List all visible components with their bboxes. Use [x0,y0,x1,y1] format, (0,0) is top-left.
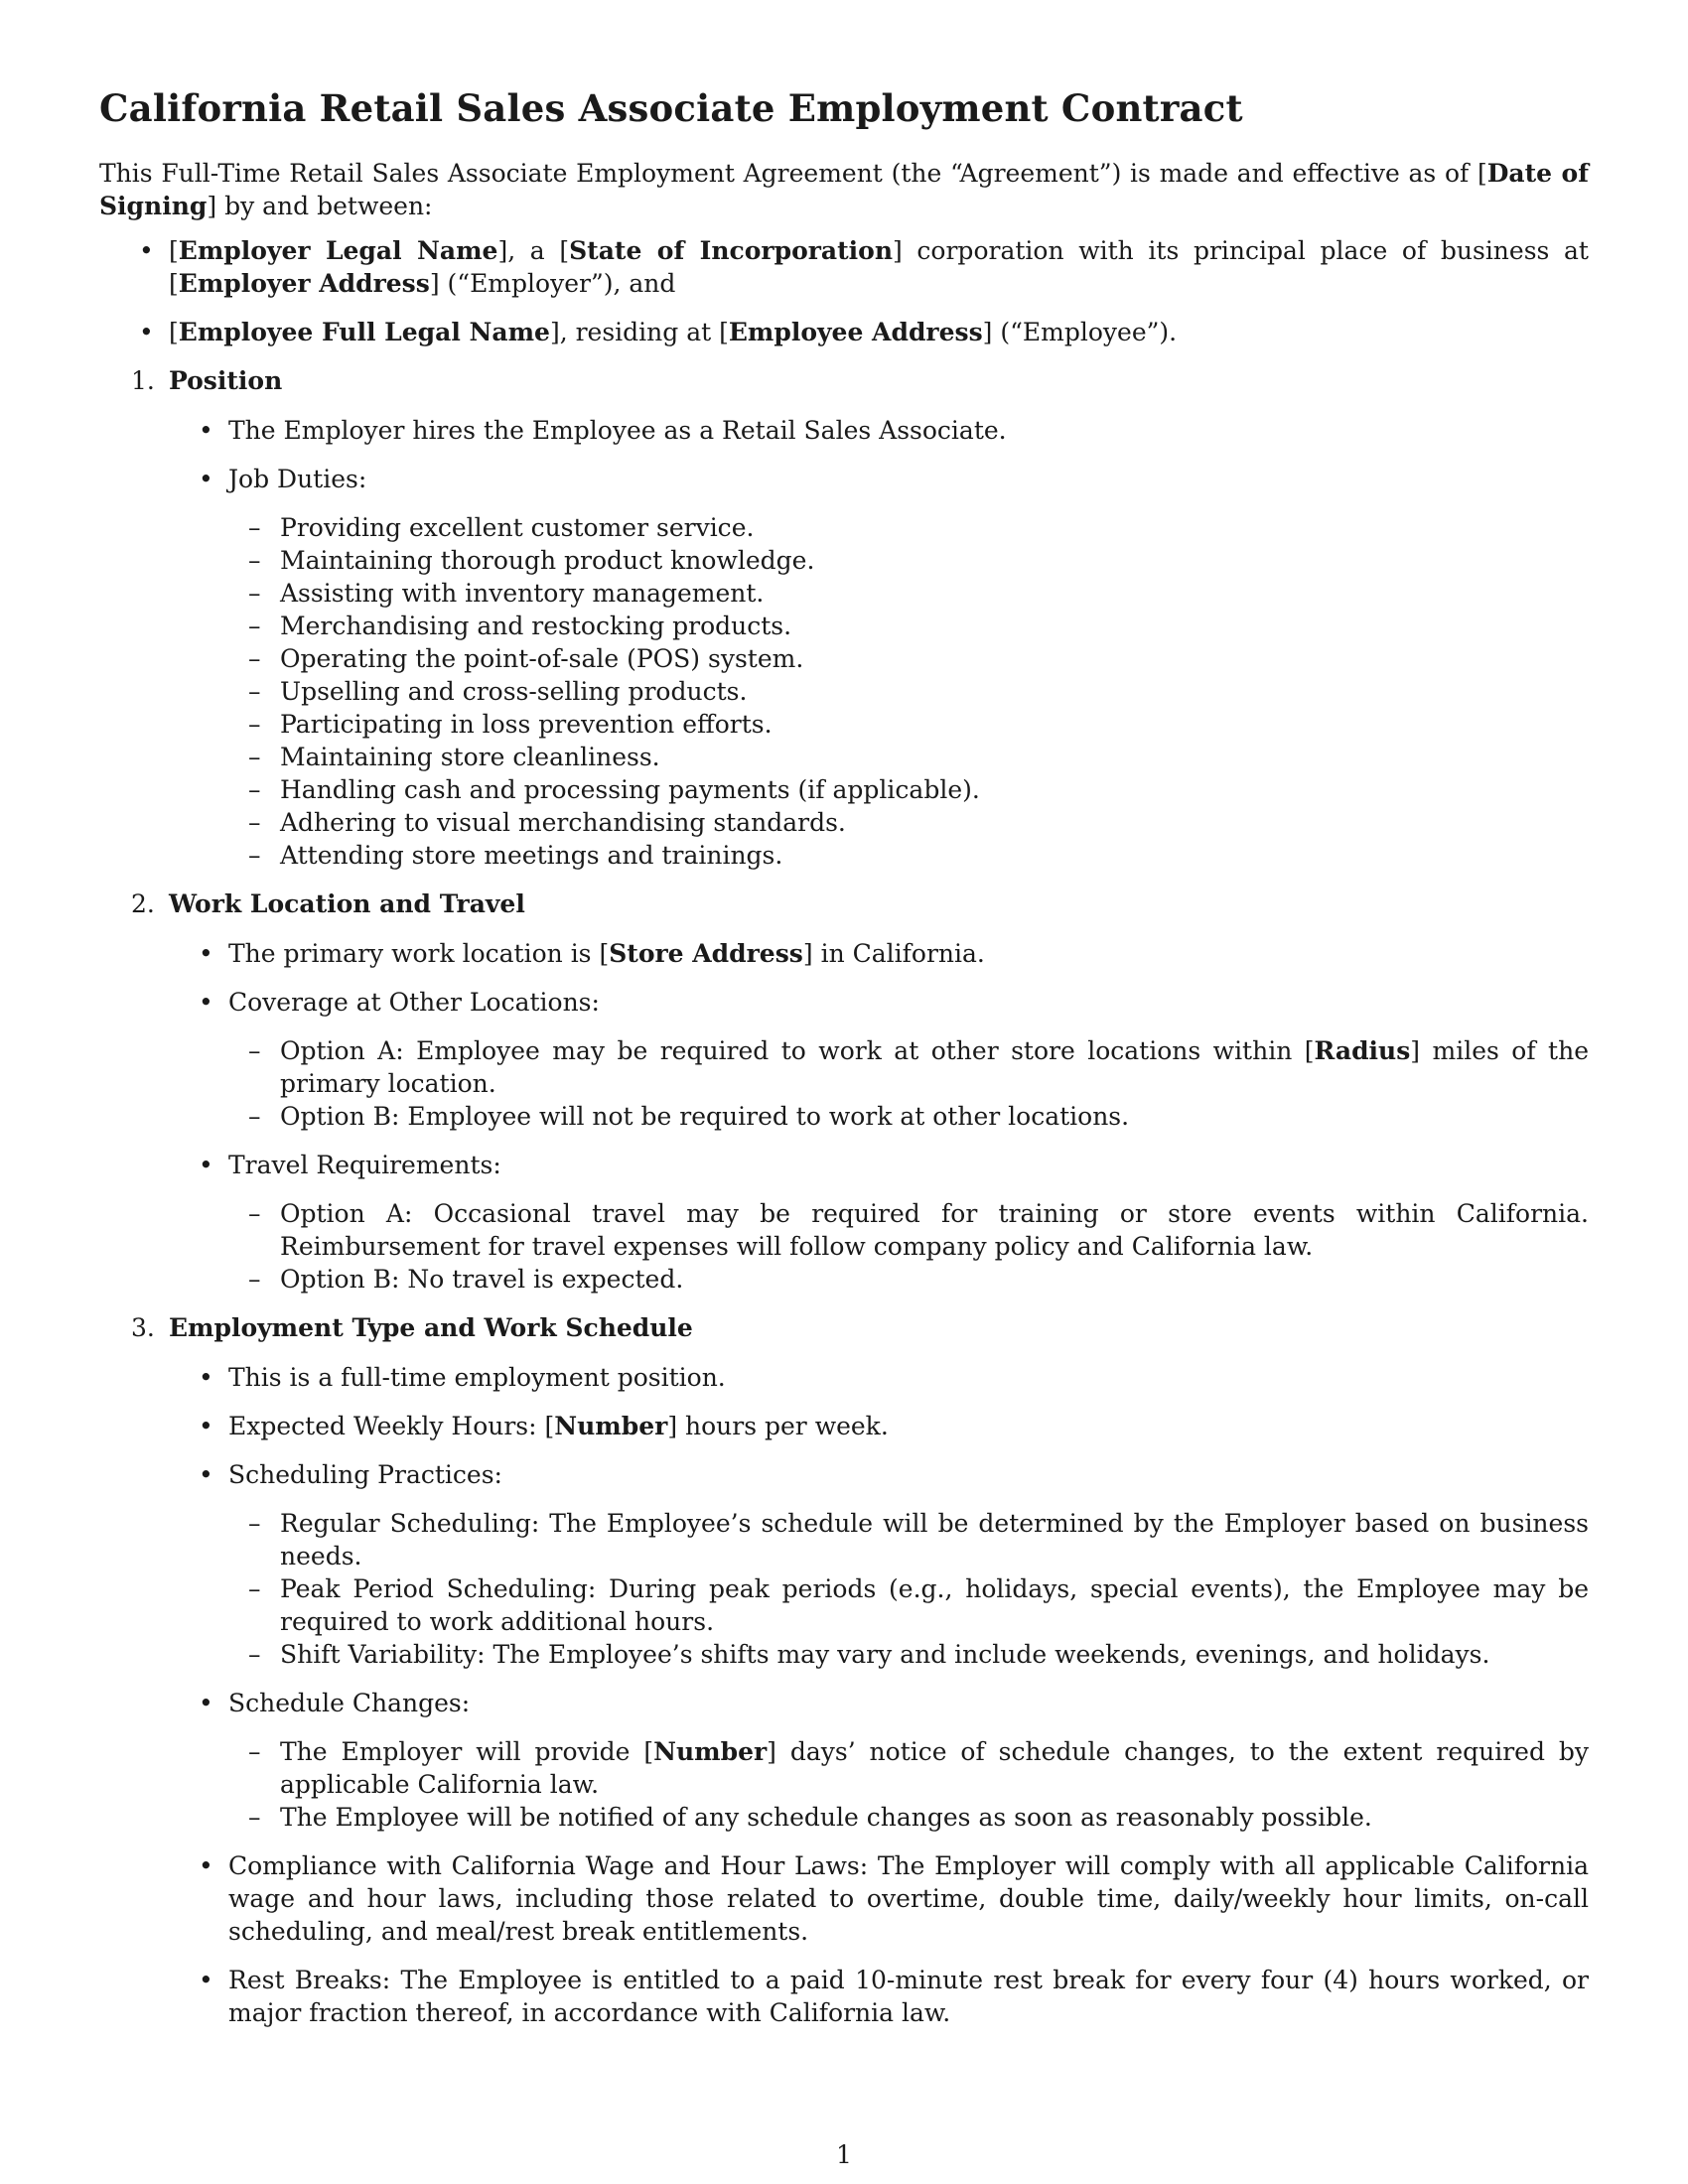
bullet-icon: • [199,1966,213,1994]
list-item [169,1849,1589,1948]
job-duties-list [228,511,1589,872]
document-page [99,85,1589,2045]
list-item [169,1687,1589,1834]
text: ] days’ notice of schedule changes, to the extent required by applicable California law. [280,1737,1589,1799]
section-number: 2. [131,889,155,918]
list-item [169,937,1589,970]
sections-list [99,364,1589,2029]
employer-name-placeholder: Employer Legal Name [178,236,498,265]
dash-icon: – [248,612,261,640]
bullet-icon: • [199,465,213,493]
item-text: Schedule Changes: [228,1689,471,1717]
item-text: Rest Breaks: The Employee is entitled to a paid 10-minute rest break for every four (4) hours worked, or major fraction thereof, in accordance with California law. [228,1966,1589,2027]
item-text: Scheduling Practices: [228,1460,502,1489]
duty-item [228,708,1589,741]
item-text: The Employer hires the Employee as a Retail Sales Associate. [228,416,1007,445]
duty-item [228,610,1589,642]
duty-text: Upselling and cross-selling products. [280,677,748,706]
duty-text: Merchandising and restocking products. [280,612,792,640]
text: Peak Period Scheduling: During peak periods (e.g., holidays, special events), the Employee may be required to work additional hours. [280,1574,1589,1636]
date-placeholder: Date of Signing [99,159,1589,220]
schedule-change-item [228,1735,1589,1801]
dash-icon: – [248,644,261,673]
list-item [169,414,1589,447]
text: ], residing at [ [549,318,729,346]
section-employment-type [99,1311,1589,2029]
dash-icon: – [248,513,261,542]
text: Option A: Employee may be required to work at other store locations within [ [280,1036,1315,1065]
party-employer [99,234,1589,300]
list-item [169,1410,1589,1442]
text: Option A: Occasional travel may be required for training or store events within California. Reimbursement for travel expenses will follow company policy and California law. [280,1199,1589,1261]
item-text: This is a full-time employment position. [228,1363,726,1392]
duty-item [228,806,1589,839]
dash-icon: – [248,1640,261,1669]
dash-icon: – [248,1199,261,1228]
dash-icon: – [248,1102,261,1131]
duty-text: Assisting with inventory management. [280,579,765,608]
duty-item [228,577,1589,610]
schedule-item [228,1638,1589,1671]
dash-icon: – [248,1036,261,1065]
text: Expected Weekly Hours: [ [228,1412,555,1440]
section-position [99,364,1589,872]
dash-icon: – [248,677,261,706]
text: ], a [ [497,236,570,265]
notice-days-placeholder: Number [653,1737,768,1766]
section-work-location [99,887,1589,1296]
text: Regular Scheduling: The Employee’s schedule will be determined by the Employer based on business needs. [280,1509,1589,1570]
option-item [228,1034,1589,1100]
employee-name-placeholder: Employee Full Legal Name [178,318,550,346]
duty-item [228,675,1589,708]
bullet-icon: • [199,1460,213,1489]
dash-icon: – [248,1574,261,1603]
item-text: Travel Requirements: [228,1151,501,1179]
item-text: Compliance with California Wage and Hour Laws: The Employer will comply with all applicable California wage and hour laws, including those related to overtime, double time, daily/weekly hour limits, on-call scheduling, and meal/rest break entitlements. [228,1851,1589,1946]
employee-address-placeholder: Employee Address [728,318,983,346]
item-text: Coverage at Other Locations: [228,988,600,1017]
text: The Employee will be notified of any schedule changes as soon as reasonably possible. [280,1803,1372,1832]
parties-list [99,234,1589,348]
list-item [169,1361,1589,1394]
list-item [169,1149,1589,1296]
section-number: 3. [131,1313,155,1342]
option-item [228,1197,1589,1263]
bullet-icon: • [139,236,154,265]
duty-text: Attending store meetings and trainings. [280,841,783,870]
duty-text: Adhering to visual merchandising standards. [280,808,846,837]
section-title: Work Location and Travel [169,889,525,918]
dash-icon: – [248,841,261,870]
text: ] miles of the primary location. [280,1036,1589,1098]
dash-icon: – [248,1265,261,1294]
bullet-icon: • [199,416,213,445]
section-title: Position [169,366,283,395]
text: [ [169,318,179,346]
text: Option B: Employee will not be required to work at other locations. [280,1102,1130,1131]
bullet-icon: • [139,318,154,346]
duty-item [228,839,1589,872]
list-item [169,463,1589,872]
radius-placeholder: Radius [1314,1036,1411,1065]
text: ] in California. [802,939,985,968]
section-title: Employment Type and Work Schedule [169,1313,693,1342]
bullet-icon: • [199,1412,213,1440]
bullet-icon: • [199,1363,213,1392]
store-address-placeholder: Store Address [609,939,803,968]
bullet-icon: • [199,1851,213,1880]
dash-icon: – [248,775,261,804]
option-item [228,1100,1589,1133]
dash-icon: – [248,710,261,739]
page-number: 1 [836,2140,852,2169]
bullet-icon: • [199,988,213,1017]
bullet-icon: • [199,1151,213,1179]
intro-text: This Full-Time Retail Sales Associate Employment Agreement (the “Agreement”) is made and effective as of [ [99,159,1487,188]
duty-text: Participating in loss prevention efforts. [280,710,773,739]
text: ] (“Employer”), and [429,269,676,298]
text: Option B: No travel is expected. [280,1265,684,1294]
duty-item [228,741,1589,773]
dash-icon: – [248,1737,261,1766]
document-title: California Retail Sales Associate Employment Contract [99,86,1243,130]
dash-icon: – [248,579,261,608]
text: The primary work location is [ [228,939,610,968]
intro-paragraph [99,157,1589,222]
dash-icon: – [248,1509,261,1538]
text: Shift Variability: The Employee’s shifts may vary and include weekends, evenings, and holidays. [280,1640,1490,1669]
duty-text: Providing excellent customer service. [280,513,755,542]
employer-address-placeholder: Employer Address [178,269,430,298]
section-number: 1. [131,366,155,395]
text: ] (“Employee”). [982,318,1178,346]
dash-icon: – [248,743,261,771]
option-item [228,1263,1589,1296]
dash-icon: – [248,546,261,575]
dash-icon: – [248,1803,261,1832]
duty-item [228,544,1589,577]
bullet-icon: • [199,939,213,968]
duty-text: Operating the point-of-sale (POS) system. [280,644,804,673]
state-placeholder: State of Incorporation [569,236,894,265]
text: ] hours per week. [667,1412,889,1440]
list-item [169,1458,1589,1671]
duty-item [228,642,1589,675]
text: ] corporation with its principal place of business at [ [169,236,1589,298]
list-item [169,1964,1589,2029]
intro-text: ] by and between: [207,192,433,220]
bullet-icon: • [199,1689,213,1717]
duty-text: Handling cash and processing payments (if applicable). [280,775,980,804]
text: The Employer will provide [ [280,1737,654,1766]
duty-text: Maintaining store cleanliness. [280,743,660,771]
dash-icon: – [248,808,261,837]
text: [ [169,236,179,265]
schedule-change-item [228,1801,1589,1834]
item-text: Job Duties: [228,465,367,493]
duty-text: Maintaining thorough product knowledge. [280,546,815,575]
duty-item [228,773,1589,806]
list-item [169,986,1589,1133]
hours-placeholder: Number [554,1412,668,1440]
duty-item [228,511,1589,544]
party-employee [99,316,1589,348]
schedule-item [228,1572,1589,1638]
schedule-item [228,1507,1589,1572]
